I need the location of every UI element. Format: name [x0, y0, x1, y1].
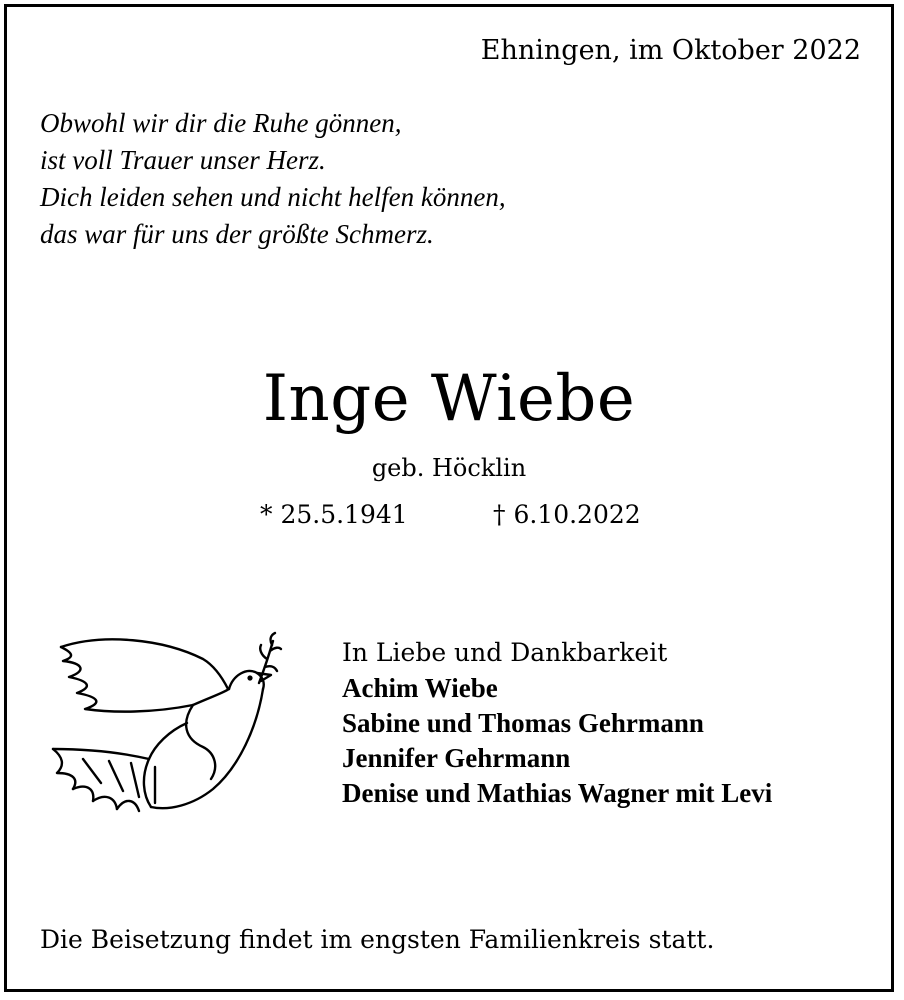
- mourner-name: Jennifer Gehrmann: [342, 743, 571, 773]
- obituary-notice: [4, 4, 894, 992]
- maiden-name: geb. Höcklin: [371, 454, 527, 482]
- poem-line: das war für uns der größte Schmerz.: [40, 219, 434, 249]
- mourners-list: [342, 671, 772, 811]
- mourner-name: Sabine und Thomas Gehrmann: [342, 708, 704, 738]
- mourners-intro: In Liebe und Dankbarkeit: [342, 638, 668, 667]
- burial-note: Die Beisetzung findet im engsten Familienkreis statt.: [40, 925, 715, 954]
- poem-line: Dich leiden sehen und nicht helfen können,: [40, 182, 506, 212]
- mourner-name: Denise und Mathias Wagner mit Levi: [342, 778, 773, 808]
- death-date: † 6.10.2022: [493, 500, 641, 529]
- birth-date: * 25.5.1941: [260, 500, 408, 529]
- deceased-name: Inge Wiebe: [262, 362, 636, 436]
- place-and-date: Ehningen, im Oktober 2022: [480, 35, 861, 66]
- dove-with-olive-branch-icon: [43, 627, 283, 827]
- poem-line: ist voll Trauer unser Herz.: [40, 145, 326, 175]
- mourner-name: Achim Wiebe: [342, 673, 498, 703]
- mourners-section: [342, 635, 772, 811]
- memorial-poem: [40, 105, 506, 253]
- poem-line: Obwohl wir dir die Ruhe gönnen,: [40, 108, 402, 138]
